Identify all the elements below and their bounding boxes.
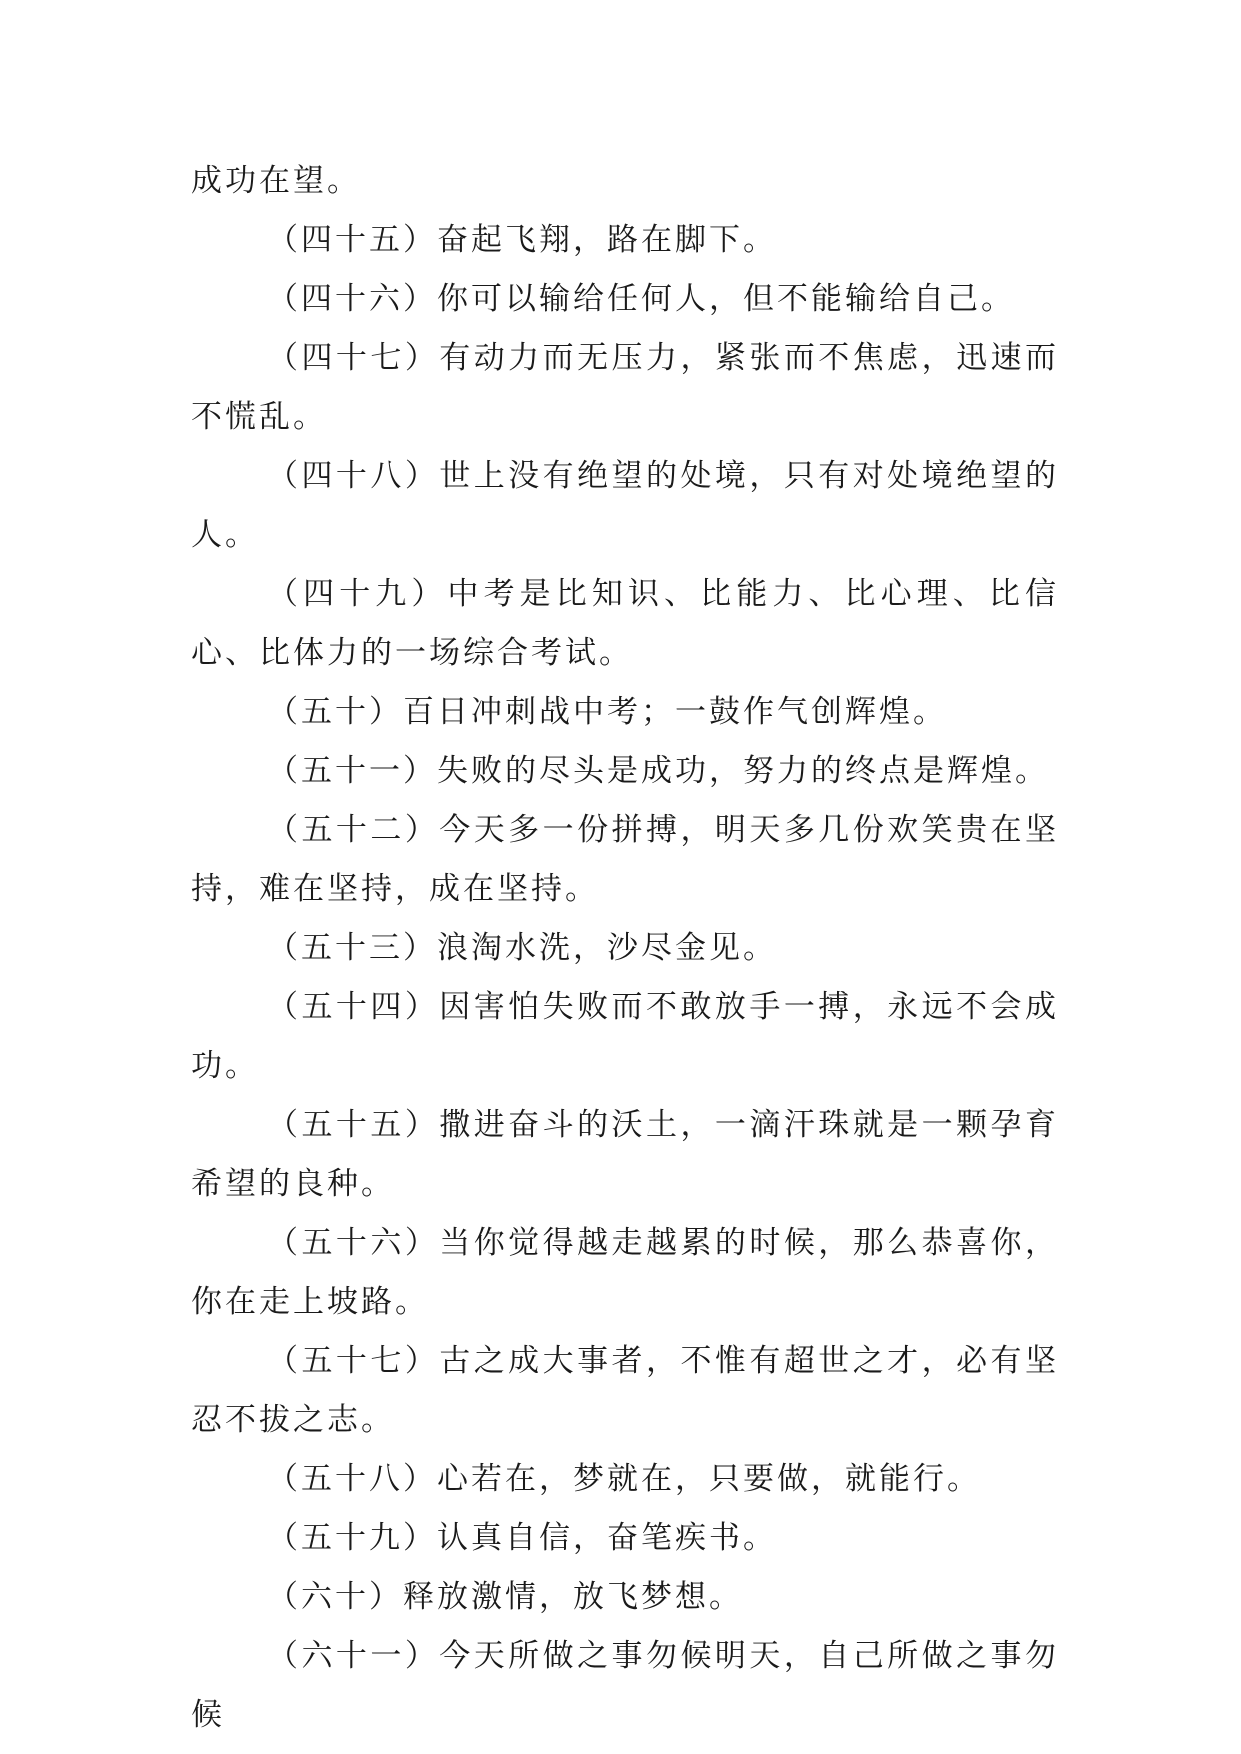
paragraph-61: （六十一）今天所做之事勿候明天，自己所做之事勿候 [191,1638,1059,1733]
paragraph-57: （五十七）古之成大事者，不惟有超世之才，必有坚忍不拔之志。 [191,1343,1059,1438]
paragraph-58: （五十八）心若在，梦就在，只要做，就能行。 [267,1461,981,1497]
paragraph-60: （六十）释放激情，放飞梦想。 [267,1579,743,1615]
paragraph-49: （四十九）中考是比知识、比能力、比心理、比信心、比体力的一场综合考试。 [191,576,1059,671]
paragraph-48: （四十八）世上没有绝望的处境，只有对处境绝望的人。 [191,458,1059,553]
paragraph-55: （五十五）撒进奋斗的沃土，一滴汗珠就是一颗孕育希望的良种。 [191,1107,1059,1202]
paragraph-52: （五十二）今天多一份拼搏，明天多几份欢笑贵在坚持，难在坚持，成在坚持。 [191,812,1059,907]
paragraph-46: （四十六）你可以输给任何人，但不能输给自己。 [267,281,1015,317]
paragraph-54: （五十四）因害怕失败而不敢放手一搏，永远不会成功。 [191,989,1059,1084]
document-body [191,152,1059,1745]
paragraph-53: （五十三）浪淘水洗，沙尽金见。 [267,930,777,966]
paragraph-continuation: 成功在望。 [191,163,361,199]
paragraph-45: （四十五）奋起飞翔，路在脚下。 [267,222,777,258]
paragraph-50: （五十）百日冲刺战中考；一鼓作气创辉煌。 [267,694,947,730]
paragraph-59: （五十九）认真自信，奋笔疾书。 [267,1520,777,1556]
paragraph-56: （五十六）当你觉得越走越累的时候，那么恭喜你，你在走上坡路。 [191,1225,1059,1320]
paragraph-47: （四十七）有动力而无压力，紧张而不焦虑，迅速而不慌乱。 [191,340,1059,435]
paragraph-51: （五十一）失败的尽头是成功，努力的终点是辉煌。 [267,753,1049,789]
